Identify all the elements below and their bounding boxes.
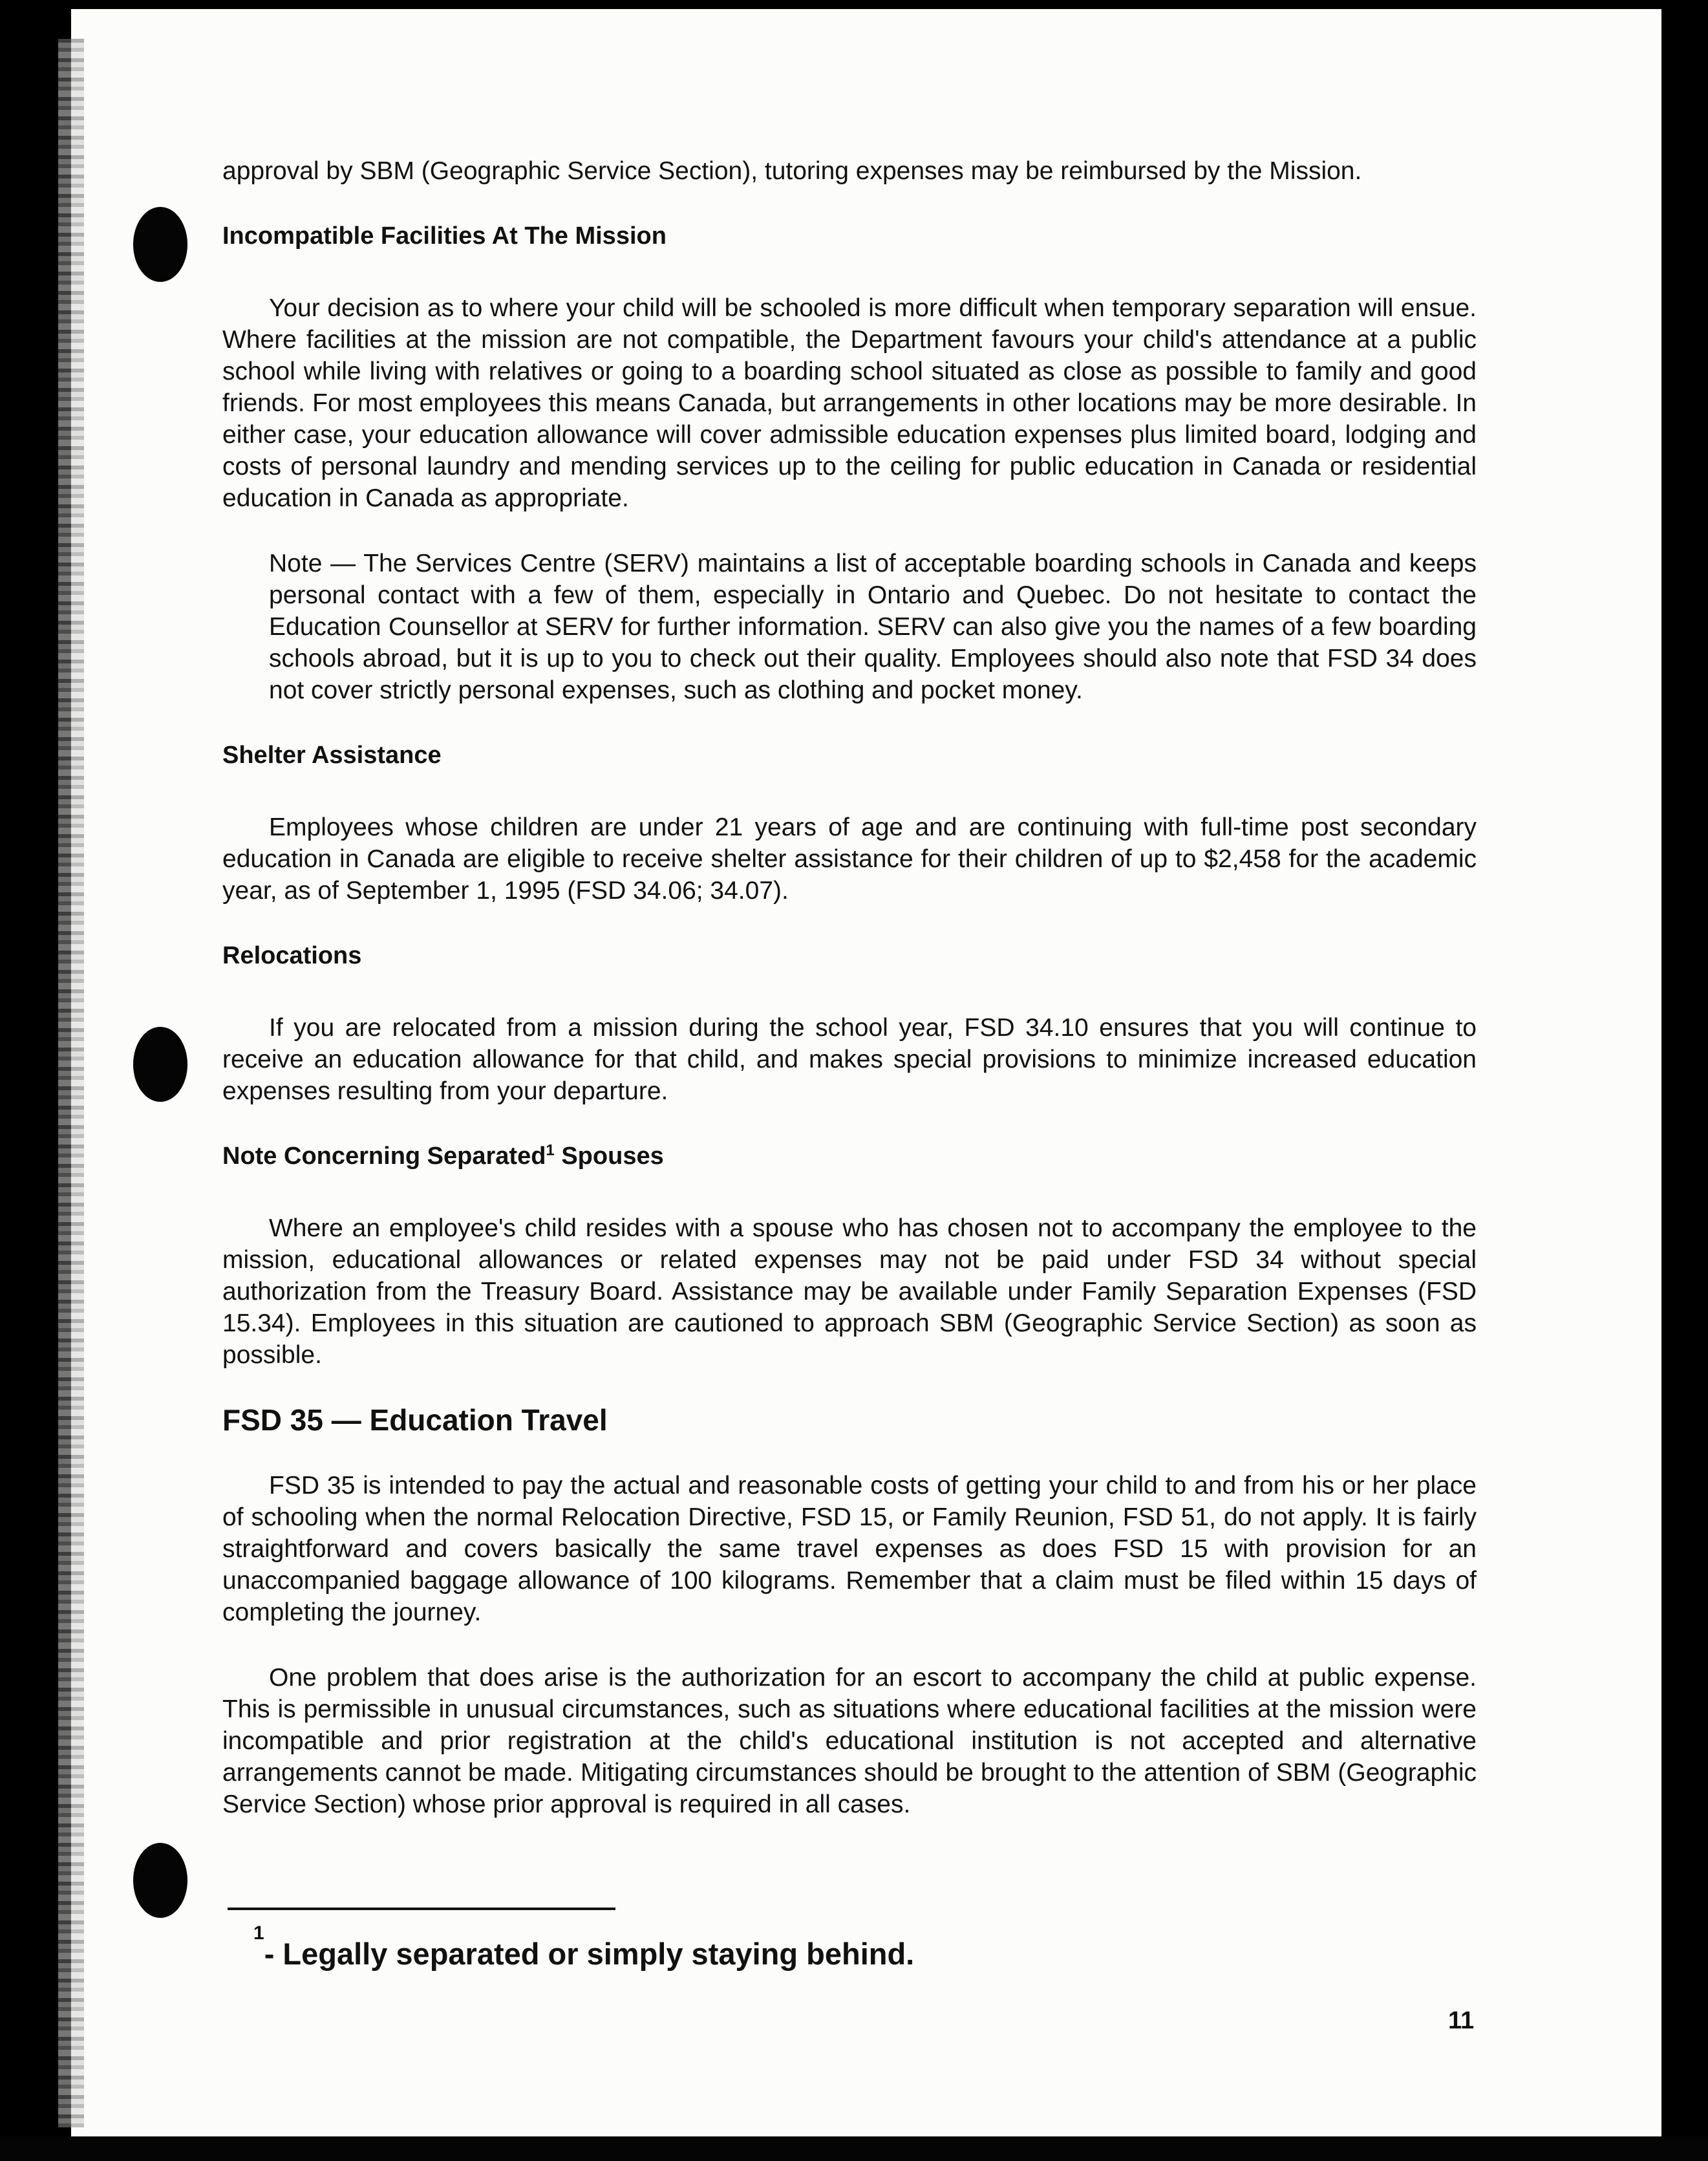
document-body: [222, 155, 1477, 1820]
page-number: 11: [1448, 2007, 1475, 2034]
body-paragraph: One problem that does arise is the authorization for an escort to accompany the child at public expense. This is permissible in unusual circumstances, such as situations where educational facilities at the mission were incompatible and prior registration at the child's educational institution is not accepted and alternative arrangements cannot be made. Mitigating circumstances should be brought to the attention of SBM (Geographic Service Section) whose prior approval is required in all cases.: [222, 1664, 1477, 1818]
footnote-reference: 1: [546, 1141, 555, 1159]
body-paragraph: Employees whose children are under 21 years of age and are continuing with full-time post secondary education in Canada are eligible to receive shelter assistance for their children of up to $2,458 for the academic year, as of September 1, 1995 (FSD 34.06; 34.07).: [222, 813, 1477, 905]
punch-hole: [133, 1027, 187, 1102]
scan-bottom-edge: [0, 2136, 1708, 2161]
body-paragraph: Your decision as to where your child will be schooled is more difficult when temporary separation will ensue. Where facilities at the mission are not compatible, the Department favours your child's attendance at a public school while living with relatives or going to a boarding school situated as close as possible to family and good friends. For most employees this means Canada, but arrangements in other locations may be more desirable. In either case, your education allowance will cover admissible education expenses plus limited board, lodging and costs of personal laundry and mending services up to the ceiling for public education in Canada or residential education in Canada as appropriate.: [222, 294, 1477, 512]
section-heading: Note Concerning Separated$^1$ Spouses: [222, 1141, 664, 1170]
footnote-marker: 1: [253, 1922, 264, 1944]
punch-hole: [133, 207, 187, 282]
footnote: [253, 1922, 915, 1972]
section-heading: Incompatible Facilities At The Mission: [222, 222, 667, 250]
body-paragraph: If you are relocated from a mission during the school year, FSD 34.10 ensures that you will continue to receive an education allowance for that child, and makes special provisions to minimize increased education expenses resulting from your departure.: [222, 1014, 1477, 1105]
section-heading: Shelter Assistance: [222, 742, 442, 769]
note-paragraph: Note — The Services Centre (SERV) maintains a list of acceptable boarding schools in Canada and keeps personal contact with a few of them, especially in Ontario and Quebec. Do not hesitate to contact the Education Counsellor at SERV for further information. SERV can also give you the names of a few boarding schools abroad, but it is up to you to check out their quality. Employees should also note that FSD 34 does not cover strictly personal expenses, such as clothing and pocket money.: [269, 550, 1477, 704]
footnote-rule: [228, 1908, 615, 1910]
body-paragraph: Where an employee's child resides with a spouse who has chosen not to accompany the employee to the mission, educational allowances or related expenses may not be paid under FSD 34 without special authorization from the Treasury Board. Assistance may be available under Family Separation Expenses (FSD 15.34). Employees in this situation are cautioned to approach SBM (Geographic Service Section) as soon as possible.: [222, 1214, 1477, 1369]
section-heading: Relocations: [222, 942, 362, 969]
footnote-separator: -: [264, 1937, 283, 1971]
chapter-heading: FSD 35 — Education Travel: [222, 1403, 608, 1437]
body-paragraph: FSD 35 is intended to pay the actual and reasonable costs of getting your child to and from his or her place of schooling when the normal Relocation Directive, FSD 15, or Family Reunion, FSD 51, do not apply. It is fairly straightforward and covers basically the same travel expenses as does FSD 15 with provision for an unaccompanied baggage allowance of 100 kilograms. Remember that a claim must be filed within 15 days of completing the journey.: [222, 1472, 1477, 1626]
footnote-text: Legally separated or simply staying behind.: [283, 1937, 915, 1971]
continuation-paragraph: approval by SBM (Geographic Service Section), tutoring expenses may be reimbursed by the Mission.: [222, 157, 1362, 185]
binding-edge: [58, 39, 84, 2127]
punch-hole: [133, 1843, 187, 1918]
